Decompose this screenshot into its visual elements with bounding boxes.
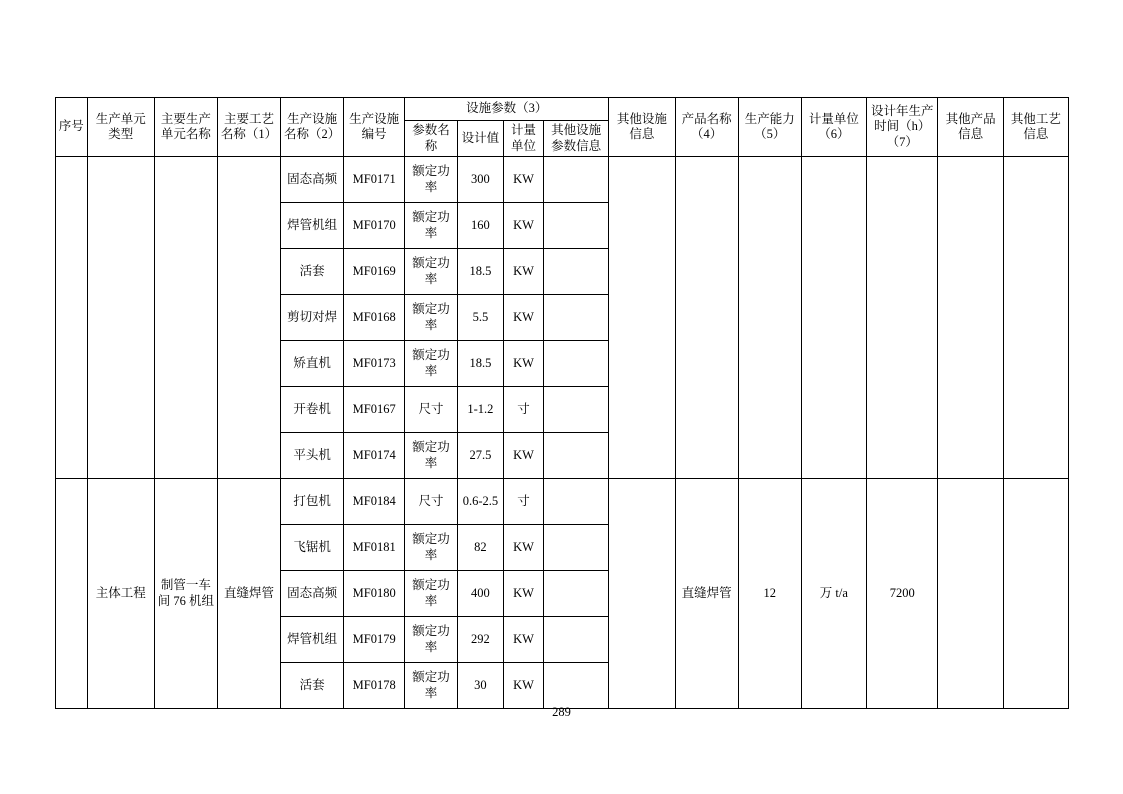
cell-facility-name: 开卷机 [281,387,344,433]
cell-annual-hours [866,157,938,479]
cell-design-value: 292 [457,617,503,663]
cell-measure-unit: KW [504,433,544,479]
cell-param-name: 额定功率 [405,433,458,479]
cell-facility-code: MF0171 [344,157,405,203]
cell-facility-code: MF0179 [344,617,405,663]
cell-facility-name: 固态高频 [281,157,344,203]
cell-facility-code: MF0174 [344,433,405,479]
cell-param-name: 额定功率 [405,203,458,249]
th-other-process-info: 其他工艺信息 [1003,98,1068,157]
cell-seq [56,479,88,709]
cell-unit-type [87,157,154,479]
cell-facility-code: MF0184 [344,479,405,525]
cell-design-value: 18.5 [457,341,503,387]
cell-other-param-info [544,295,609,341]
th-seq: 序号 [56,98,88,157]
cell-param-name: 尺寸 [405,387,458,433]
cell-facility-name: 活套 [281,249,344,295]
cell-other-param-info [544,479,609,525]
cell-other-param-info [544,571,609,617]
th-capacity-unit: 计量单位（6） [801,98,866,157]
table-header [56,98,1069,157]
cell-design-value: 18.5 [457,249,503,295]
cell-process-name: 直缝焊管 [217,479,280,709]
th-other-facility-info: 其他设施信息 [609,98,675,157]
page-number: 289 [552,705,571,719]
th-param-name: 参数名称 [405,121,458,157]
cell-facility-name: 活套 [281,663,344,709]
cell-facility-name: 剪切对焊 [281,295,344,341]
cell-other-param-info [544,203,609,249]
cell-facility-code: MF0180 [344,571,405,617]
cell-other-param-info [544,525,609,571]
th-unit-name: 主要生产单元名称 [154,98,217,157]
cell-param-name: 额定功率 [405,341,458,387]
cell-measure-unit: KW [504,341,544,387]
cell-annual-hours: 7200 [866,479,938,709]
cell-param-name: 额定功率 [405,571,458,617]
cell-process-name [217,157,280,479]
cell-unit-name: 制管一车间 76 机组 [154,479,217,709]
cell-other-process-info [1003,479,1068,709]
cell-measure-unit: KW [504,295,544,341]
cell-measure-unit: 寸 [504,387,544,433]
table-body [56,157,1069,709]
cell-param-name: 额定功率 [405,295,458,341]
cell-seq [56,157,88,479]
table-row [56,479,1069,525]
cell-facility-name: 焊管机组 [281,617,344,663]
cell-measure-unit: KW [504,663,544,709]
cell-facility-name: 飞锯机 [281,525,344,571]
th-design-value: 设计值 [457,121,503,157]
cell-design-value: 27.5 [457,433,503,479]
cell-facility-code: MF0178 [344,663,405,709]
cell-other-param-info [544,433,609,479]
cell-param-name: 额定功率 [405,663,458,709]
header-row-1 [56,98,1069,121]
cell-product-name [675,157,738,479]
cell-other-param-info [544,157,609,203]
cell-measure-unit: KW [504,157,544,203]
th-process-name: 主要工艺名称（1） [217,98,280,157]
th-other-product-info: 其他产品信息 [938,98,1003,157]
cell-measure-unit: KW [504,249,544,295]
cell-design-value: 300 [457,157,503,203]
cell-other-param-info [544,249,609,295]
cell-param-name: 额定功率 [405,157,458,203]
facility-parameter-table [55,97,1069,709]
cell-design-value: 82 [457,525,503,571]
cell-measure-unit: KW [504,525,544,571]
th-measure-unit: 计量单位 [504,121,544,157]
cell-facility-code: MF0170 [344,203,405,249]
th-annual-hours: 设计年生产时间（h）（7） [866,98,938,157]
cell-facility-name: 平头机 [281,433,344,479]
cell-param-name: 额定功率 [405,525,458,571]
cell-design-value: 0.6-2.5 [457,479,503,525]
cell-facility-name: 打包机 [281,479,344,525]
th-facility-name: 生产设施名称（2） [281,98,344,157]
cell-other-param-info [544,387,609,433]
cell-facility-code: MF0167 [344,387,405,433]
cell-facility-name: 固态高频 [281,571,344,617]
cell-facility-code: MF0168 [344,295,405,341]
cell-capacity [738,157,801,479]
cell-measure-unit: KW [504,571,544,617]
cell-capacity: 12 [738,479,801,709]
cell-other-facility-info [609,157,675,479]
cell-other-product-info [938,157,1003,479]
cell-unit-name [154,157,217,479]
th-facility-code: 生产设施编号 [344,98,405,157]
cell-other-param-info [544,617,609,663]
cell-param-name: 额定功率 [405,617,458,663]
cell-measure-unit: 寸 [504,479,544,525]
cell-facility-code: MF0169 [344,249,405,295]
th-other-param-info: 其他设施参数信息 [544,121,609,157]
cell-product-name: 直缝焊管 [675,479,738,709]
cell-capacity-unit [801,157,866,479]
table-row [56,157,1069,203]
cell-facility-name: 矫直机 [281,341,344,387]
facility-parameter-table-wrapper [55,97,1069,709]
cell-design-value: 5.5 [457,295,503,341]
cell-design-value: 30 [457,663,503,709]
cell-other-product-info [938,479,1003,709]
cell-other-param-info [544,663,609,709]
cell-facility-name: 焊管机组 [281,203,344,249]
cell-facility-code: MF0173 [344,341,405,387]
cell-measure-unit: KW [504,617,544,663]
cell-design-value: 400 [457,571,503,617]
cell-design-value: 1-1.2 [457,387,503,433]
th-facility-param-group: 设施参数（3） [405,98,609,121]
th-product-name: 产品名称（4） [675,98,738,157]
cell-measure-unit: KW [504,203,544,249]
cell-unit-type: 主体工程 [87,479,154,709]
cell-param-name: 尺寸 [405,479,458,525]
cell-capacity-unit: 万 t/a [801,479,866,709]
cell-param-name: 额定功率 [405,249,458,295]
cell-other-param-info [544,341,609,387]
th-capacity: 生产能力（5） [738,98,801,157]
cell-facility-code: MF0181 [344,525,405,571]
cell-design-value: 160 [457,203,503,249]
th-unit-type: 生产单元类型 [87,98,154,157]
cell-other-facility-info [609,479,675,709]
cell-other-process-info [1003,157,1068,479]
